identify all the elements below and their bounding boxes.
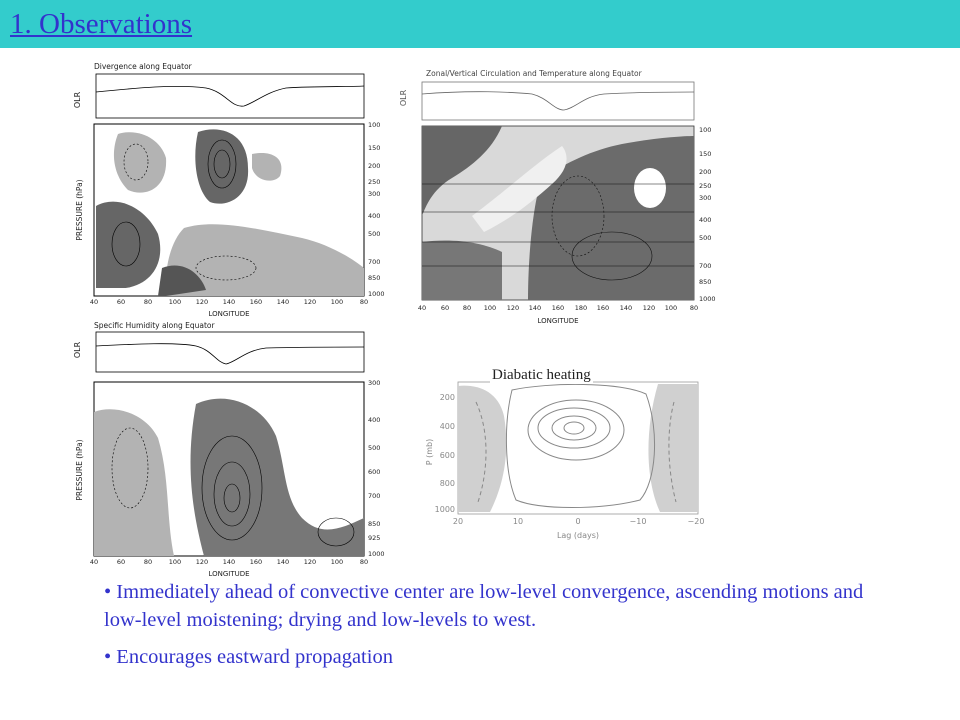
divergence-y-tick: 250 bbox=[368, 178, 381, 186]
bullet-item: • Encourages eastward propagation bbox=[104, 646, 393, 668]
divergence-x-tick: 120 bbox=[195, 298, 209, 306]
humidity-x-tick: 80 bbox=[359, 558, 369, 566]
humidity-x-tick: 80 bbox=[143, 558, 153, 566]
circulation-x-tick: 140 bbox=[619, 304, 633, 312]
humidity-title: Specific Humidity along Equator bbox=[94, 321, 215, 330]
circulation-x-tick: 100 bbox=[483, 304, 497, 312]
circulation-x-tick: 80 bbox=[462, 304, 472, 312]
divergence-x-tick: 160 bbox=[249, 298, 263, 306]
circulation-x-tick: 40 bbox=[417, 304, 427, 312]
humidity-y-tick: 500 bbox=[368, 444, 381, 452]
divergence-x-tick: 80 bbox=[359, 298, 369, 306]
circulation-x-tick: 160 bbox=[551, 304, 565, 312]
divergence-y-tick: 1000 bbox=[368, 290, 385, 298]
divergence-x-tick: 140 bbox=[222, 298, 236, 306]
humidity-x-tick: 140 bbox=[276, 558, 290, 566]
humidity-y-tick: 700 bbox=[368, 492, 381, 500]
circulation-y-tick: 300 bbox=[699, 194, 712, 202]
divergence-y-tick: 200 bbox=[368, 162, 381, 170]
circulation-y-tick: 200 bbox=[699, 168, 712, 176]
humidity-y-tick: 925 bbox=[368, 534, 381, 542]
circulation-xlabel: LONGITUDE bbox=[537, 317, 579, 325]
circulation-x-tick: 140 bbox=[528, 304, 542, 312]
circulation-y-tick: 400 bbox=[699, 216, 712, 224]
circulation-x-tick: 160 bbox=[596, 304, 610, 312]
diabatic-x-tick: 0 bbox=[575, 517, 581, 526]
diabatic-y-tick: 1000 bbox=[434, 505, 455, 514]
circulation-x-tick: 100 bbox=[664, 304, 678, 312]
diabatic-heating-chart bbox=[420, 372, 716, 548]
circulation-y-tick: 1000 bbox=[699, 295, 716, 303]
circulation-x-tick: 120 bbox=[506, 304, 520, 312]
humidity-y-tick: 850 bbox=[368, 520, 381, 528]
divergence-x-tick: 100 bbox=[168, 298, 182, 306]
divergence-olr-label: OLR bbox=[73, 91, 82, 109]
circulation-olr-label: OLR bbox=[399, 89, 408, 107]
divergence-y-tick: 500 bbox=[368, 230, 381, 238]
diabatic-x-tick: −10 bbox=[629, 517, 647, 526]
circulation-x-tick: 60 bbox=[440, 304, 450, 312]
divergence-x-tick: 40 bbox=[89, 298, 99, 306]
humidity-x-tick: 120 bbox=[195, 558, 209, 566]
divergence-x-tick: 120 bbox=[303, 298, 317, 306]
humidity-x-tick: 120 bbox=[303, 558, 317, 566]
divergence-x-tick: 80 bbox=[143, 298, 153, 306]
divergence-x-tick: 60 bbox=[116, 298, 126, 306]
humidity-y-tick: 1000 bbox=[368, 550, 385, 558]
humidity-chart bbox=[66, 318, 390, 582]
diabatic-y-tick: 400 bbox=[439, 422, 455, 431]
circulation-x-tick: 80 bbox=[689, 304, 699, 312]
circulation-y-tick: 250 bbox=[699, 182, 712, 190]
divergence-x-tick: 140 bbox=[276, 298, 290, 306]
humidity-y-tick: 400 bbox=[368, 416, 381, 424]
circulation-y-tick: 150 bbox=[699, 150, 712, 158]
slide-title: 1. Observations bbox=[10, 8, 193, 40]
diabatic-x-tick: −20 bbox=[687, 517, 705, 526]
circulation-white-spot bbox=[634, 168, 666, 208]
humidity-y-tick: 600 bbox=[368, 468, 381, 476]
divergence-xlabel: LONGITUDE bbox=[208, 310, 250, 318]
circulation-y-tick: 700 bbox=[699, 262, 712, 270]
circulation-x-tick: 180 bbox=[574, 304, 588, 312]
humidity-x-tick: 40 bbox=[89, 558, 99, 566]
divergence-y-tick: 700 bbox=[368, 258, 381, 266]
humidity-x-tick: 140 bbox=[222, 558, 236, 566]
humidity-y-tick: 300 bbox=[368, 379, 381, 387]
bullet-item: • Immediately ahead of convective center are low-level convergence, ascending motions and low-level moistening; drying and low-levels to west. bbox=[104, 581, 864, 631]
humidity-olr-label: OLR bbox=[73, 341, 82, 359]
divergence-x-tick: 100 bbox=[330, 298, 344, 306]
diabatic-y-tick: 200 bbox=[439, 393, 455, 402]
divergence-ylabel: PRESSURE (hPa) bbox=[75, 179, 84, 241]
circulation-x-tick: 120 bbox=[642, 304, 656, 312]
divergence-y-tick: 300 bbox=[368, 190, 381, 198]
diabatic-y-tick: 800 bbox=[439, 479, 455, 488]
divergence-y-tick: 100 bbox=[368, 121, 381, 129]
circulation-chart bbox=[392, 66, 722, 328]
divergence-y-tick: 850 bbox=[368, 274, 381, 282]
circulation-y-tick: 850 bbox=[699, 278, 712, 286]
diabatic-y-tick: 600 bbox=[439, 451, 455, 460]
circulation-dark-lower-west bbox=[422, 240, 502, 300]
bullet-list bbox=[104, 578, 904, 680]
humidity-x-tick: 100 bbox=[330, 558, 344, 566]
divergence-chart bbox=[66, 58, 390, 320]
humidity-xlabel: LONGITUDE bbox=[208, 570, 250, 578]
divergence-title: Divergence along Equator bbox=[94, 62, 192, 71]
diabatic-x-tick: 10 bbox=[512, 517, 524, 526]
divergence-y-tick: 400 bbox=[368, 212, 381, 220]
diabatic-heating-title: Diabatic heating bbox=[492, 367, 591, 383]
diabatic-x-tick: 20 bbox=[452, 517, 464, 526]
circulation-y-tick: 500 bbox=[699, 234, 712, 242]
diabatic-ylabel: P (mb) bbox=[425, 438, 434, 466]
circulation-title: Zonal/Vertical Circulation and Temperature along Equator bbox=[426, 69, 642, 78]
humidity-ylabel: PRESSURE (hPa) bbox=[75, 439, 84, 501]
humidity-x-tick: 160 bbox=[249, 558, 263, 566]
diabatic-xlabel: Lag (days) bbox=[556, 531, 600, 540]
humidity-x-tick: 100 bbox=[168, 558, 182, 566]
humidity-x-tick: 60 bbox=[116, 558, 126, 566]
divergence-y-tick: 150 bbox=[368, 144, 381, 152]
circulation-y-tick: 100 bbox=[699, 126, 712, 134]
